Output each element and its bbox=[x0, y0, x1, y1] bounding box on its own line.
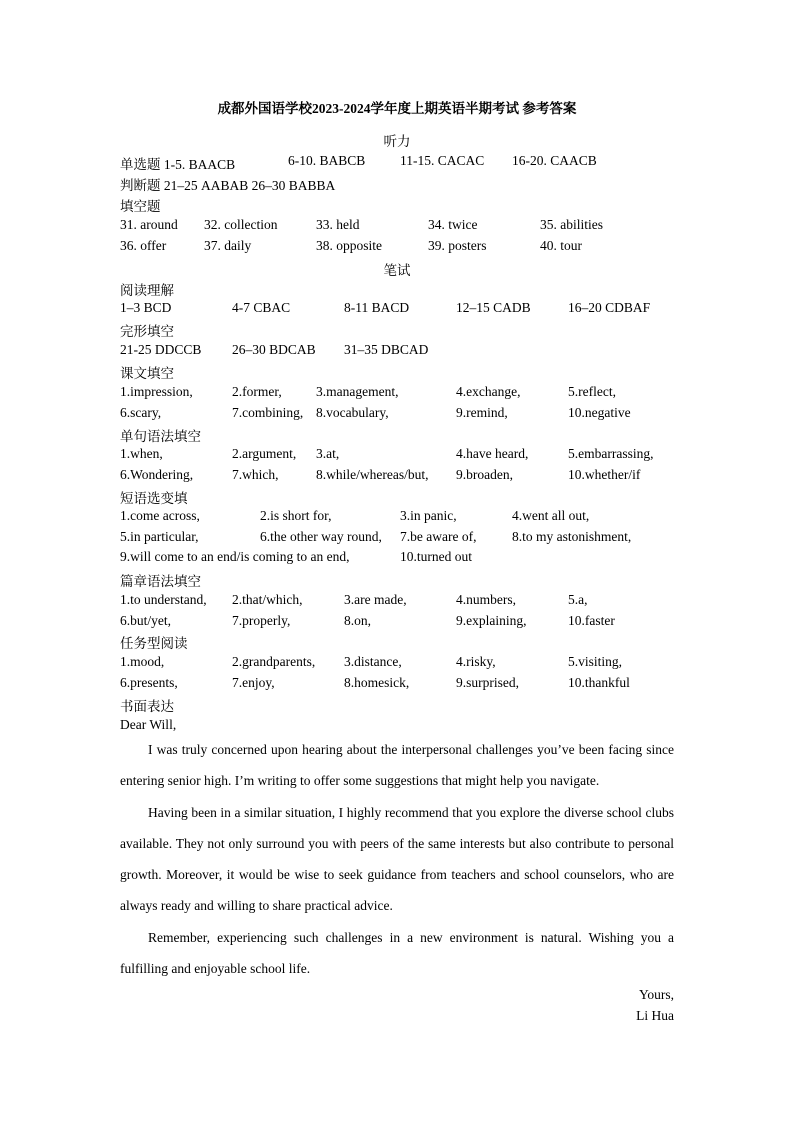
sentence-grammar-cell: 8.while/whereas/but, bbox=[316, 467, 429, 482]
cloze-cell: 26–30 BDCAB bbox=[232, 342, 316, 357]
fill-cell: 33. held bbox=[316, 217, 360, 232]
passage-grammar-cell: 10.faster bbox=[568, 613, 615, 628]
phrase-cell: 9.will come to an end/is coming to an end, bbox=[120, 549, 350, 564]
passage-grammar-cell: 2.that/which, bbox=[232, 592, 303, 607]
fill-cell: 36. offer bbox=[120, 238, 167, 253]
text-fill-cell: 7.combining, bbox=[232, 405, 304, 420]
text-fill-cell: 10.negative bbox=[568, 405, 631, 420]
task-reading-cell: 10.thankful bbox=[568, 675, 630, 690]
sentence-grammar-cell: 5.embarrassing, bbox=[568, 446, 654, 461]
passage-grammar-heading: 篇章语法填空 bbox=[120, 574, 201, 589]
reading-cell: 1–3 BCD bbox=[120, 300, 172, 315]
letter-salutation: Dear Will, bbox=[120, 717, 177, 732]
passage-grammar-cell: 9.explaining, bbox=[456, 613, 527, 628]
sentence-grammar-cell: 3.at, bbox=[316, 446, 340, 461]
task-reading-cell: 5.visiting, bbox=[568, 654, 623, 669]
cloze-cell: 31–35 DBCAD bbox=[344, 342, 429, 357]
letter-closing: Yours, bbox=[638, 987, 674, 1002]
passage-grammar-cell: 8.on, bbox=[344, 613, 371, 628]
phrase-cell: 1.come across, bbox=[120, 508, 200, 523]
task-reading-cell: 8.homesick, bbox=[344, 675, 410, 690]
task-reading-cell: 9.surprised, bbox=[456, 675, 519, 690]
task-reading-cell: 7.enjoy, bbox=[232, 675, 275, 690]
single-choice-item: 16-20. CAACB bbox=[512, 153, 597, 168]
reading-cell: 12–15 CADB bbox=[456, 300, 531, 315]
listening-heading: 听力 bbox=[383, 134, 411, 149]
text-fill-cell: 9.remind, bbox=[456, 405, 508, 420]
passage-grammar-cell: 3.are made, bbox=[344, 592, 407, 607]
sentence-grammar-cell: 1.when, bbox=[120, 446, 163, 461]
passage-grammar-cell: 5.a, bbox=[568, 592, 588, 607]
fill-cell: 32. collection bbox=[204, 217, 278, 232]
phrase-cell: 2.is short for, bbox=[260, 508, 332, 523]
task-reading-cell: 6.presents, bbox=[120, 675, 178, 690]
reading-heading: 阅读理解 bbox=[120, 283, 174, 298]
phrase-cell: 10.turned out bbox=[400, 549, 472, 564]
letter-paragraph: I was truly concerned upon hearing about the interpersonal challenges you’ve been facing since entering senior high. I’m writing to offer some suggestions that might help you navigate. bbox=[120, 742, 674, 788]
text-fill-cell: 1.impression, bbox=[120, 384, 193, 399]
phrase-cell: 6.the other way round, bbox=[260, 529, 382, 544]
text-fill-cell: 5.reflect, bbox=[568, 384, 616, 399]
sentence-grammar-cell: 9.broaden, bbox=[456, 467, 513, 482]
fill-heading: 填空题 bbox=[120, 199, 161, 214]
phrases-heading: 短语选变填 bbox=[120, 491, 188, 506]
phrase-cell: 4.went all out, bbox=[512, 508, 590, 523]
text-fill-cell: 6.scary, bbox=[120, 405, 162, 420]
true-false-line: 判断题 21–25 AABAB 26–30 BABBA bbox=[120, 178, 336, 193]
sentence-grammar-cell: 6.Wondering, bbox=[120, 467, 194, 482]
sentence-grammar-cell: 10.whether/if bbox=[568, 467, 641, 482]
fill-cell: 39. posters bbox=[428, 238, 487, 253]
single-choice-item: 11-15. CACAC bbox=[400, 153, 485, 168]
sentence-grammar-heading: 单句语法填空 bbox=[120, 429, 201, 444]
passage-grammar-cell: 4.numbers, bbox=[456, 592, 516, 607]
sentence-grammar-cell: 4.have heard, bbox=[456, 446, 529, 461]
fill-cell: 38. opposite bbox=[316, 238, 382, 253]
text-fill-cell: 8.vocabulary, bbox=[316, 405, 389, 420]
sentence-grammar-cell: 2.argument, bbox=[232, 446, 297, 461]
cloze-cell: 21-25 DDCCB bbox=[120, 342, 202, 357]
task-reading-cell: 2.grandparents, bbox=[232, 654, 316, 669]
cloze-heading: 完形填空 bbox=[120, 324, 174, 339]
fill-cell: 35. abilities bbox=[540, 217, 603, 232]
text-fill-cell: 3.management, bbox=[316, 384, 399, 399]
fill-cell: 37. daily bbox=[204, 238, 252, 253]
task-reading-cell: 3.distance, bbox=[344, 654, 402, 669]
writing-heading: 书面表达 bbox=[120, 699, 174, 714]
page-title: 成都外国语学校2023-2024学年度上期英语半期考试 参考答案 bbox=[217, 101, 577, 116]
letter-paragraph: Having been in a similar situation, I highly recommend that you explore the diverse school clubs available. They not only surround you with peers of the same interests but also contribute to personal growth. Moreover, it would be wise to seek guidance from teachers and school counselors, who are always ready and willing to share practical advice. bbox=[120, 805, 674, 913]
phrase-cell: 8.to my astonishment, bbox=[512, 529, 632, 544]
passage-grammar-cell: 7.properly, bbox=[232, 613, 291, 628]
phrase-cell: 3.in panic, bbox=[400, 508, 457, 523]
text-fill-heading: 课文填空 bbox=[120, 366, 174, 381]
phrase-cell: 7.be aware of, bbox=[400, 529, 477, 544]
letter-paragraph: Remember, experiencing such challenges in a new environment is natural. Wishing you a fulfilling and enjoyable school life. bbox=[120, 930, 674, 976]
reading-cell: 4-7 CBAC bbox=[232, 300, 291, 315]
phrase-cell: 5.in particular, bbox=[120, 529, 199, 544]
fill-cell: 34. twice bbox=[428, 217, 478, 232]
task-reading-cell: 1.mood, bbox=[120, 654, 165, 669]
reading-cell: 8-11 BACD bbox=[344, 300, 410, 315]
task-reading-heading: 任务型阅读 bbox=[120, 636, 188, 651]
single-choice-item: 6-10. BABCB bbox=[288, 153, 366, 168]
written-heading: 笔试 bbox=[383, 263, 411, 278]
text-fill-cell: 2.former, bbox=[232, 384, 282, 399]
task-reading-cell: 4.risky, bbox=[456, 654, 496, 669]
fill-cell: 31. around bbox=[120, 217, 178, 232]
fill-cell: 40. tour bbox=[540, 238, 582, 253]
passage-grammar-cell: 6.but/yet, bbox=[120, 613, 171, 628]
sentence-grammar-cell: 7.which, bbox=[232, 467, 279, 482]
passage-grammar-cell: 1.to understand, bbox=[120, 592, 207, 607]
letter-signature: Li Hua bbox=[636, 1008, 674, 1023]
reading-cell: 16–20 CDBAF bbox=[568, 300, 651, 315]
text-fill-cell: 4.exchange, bbox=[456, 384, 521, 399]
single-choice-label: 单选题 1-5. BAACB bbox=[120, 157, 236, 172]
